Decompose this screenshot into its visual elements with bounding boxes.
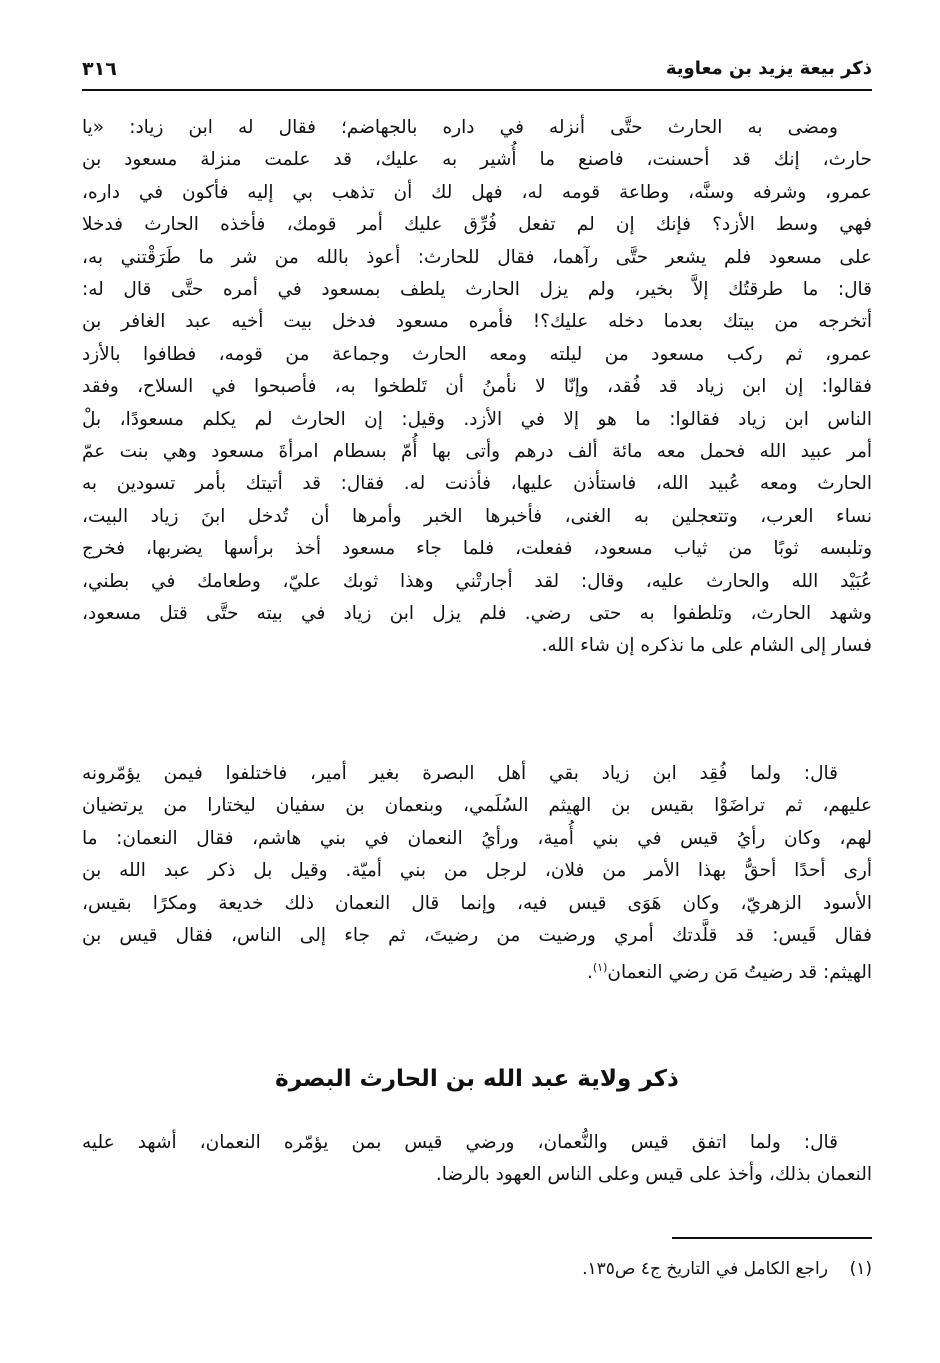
text-line (82, 308, 872, 336)
line-text: عمرو، وشرفه وسنَّه، وطاعة قومه له، فهل لك أن تذهب بي إليه فأكون في داره، (82, 181, 872, 203)
section-heading: ذكر ولاية عبد الله بن الحارث البصرة (275, 1066, 679, 1092)
line-text: فسار إلى الشام على ما نذكره إن شاء الله. (541, 635, 872, 657)
line-text: عليهم، ثم تراضَوْا بقيس بن الهيثم السُلَمي، وبنعمان بن سفيان ليختارا من يرتضيان (82, 795, 872, 817)
footnote-text: راجع الكامل في التاريخ ج٤ ص١٣٥. (582, 1259, 828, 1279)
text-line (82, 1129, 872, 1157)
line-text: الأسود الزهريّ، وكان هَوَى قيس فيه، وإنما قال النعمان ذلك خديعة ومكرًا بقيس، (82, 892, 872, 914)
text-line (82, 954, 872, 982)
text-line (82, 890, 872, 918)
running-title: ذكر بيعة يزيد بن معاوية (665, 58, 872, 79)
line-text: أتخرجه من بيتك بعدما دخله عليك؟! فأمره مسعود فدخل بيت أخيه عبد الغافر بن (82, 311, 872, 333)
line-text: نساء العرب، وتتعجلين به الغنى، فأخبرها الخبر وأمرها أن تُدخل ابنَ زياد البيت، (82, 505, 872, 527)
text-line (82, 760, 872, 788)
text-line (82, 276, 872, 304)
line-text: وشهد الحارث، وتلطفوا به حتى رضي. فلم يزل ابن زياد في بيته حتَّى قتل مسعود، (82, 603, 872, 624)
line-text: حارث، إنك قد أحسنت، فاصنع ما أُشير به عليك، قد علمت منزلة مسعود بن (82, 149, 872, 171)
page-number: ٣١٦ (82, 58, 117, 80)
footnote-marker: (١) (849, 1259, 872, 1279)
line-text: ومضى به الحارث حتَّى أنزله في داره بالجهاضم؛ فقال له ابن زياد: «يا (82, 117, 838, 138)
text-line (82, 922, 872, 950)
text-line (82, 114, 872, 142)
text-line (82, 146, 872, 174)
line-text: قال: ولما اتفق قيس والنُّعمان، ورضي قيس بمن يؤمّره النعمان، أشهد عليه (82, 1132, 838, 1153)
footnote-reference[interactable]: (١) (592, 961, 608, 975)
footnote-rule (672, 1237, 872, 1239)
line-text: لهم، وكان رأيُ قيس في بني أُمية، ورأيُ النعمان في بني هاشم، فقال النعمان: ما (82, 827, 872, 849)
text-line (82, 568, 872, 596)
text-line (82, 406, 872, 434)
text-line (82, 211, 872, 239)
text-line (82, 244, 872, 272)
text-line (82, 503, 872, 531)
text-line (82, 535, 872, 563)
line-text: الحارث ومعه عُبيد الله، فاستأذن عليها، فأذنت له. فقال: قد أتيتك بأمر تسودين به (82, 473, 872, 495)
line-text: عمرو، ثم ركب مسعود من ليلته ومعه الحارث وجماعة من قومه، فطافوا بالأزد (82, 343, 872, 365)
text-line (82, 825, 872, 853)
text-line (82, 1161, 872, 1189)
page-header (82, 58, 872, 88)
line-text: فقالوا: إن ابن زياد قد فُقد، وإنّا لا نأمنُ أن تَلطخوا به، فأصبحوا في السلاح، وفقد (82, 376, 872, 398)
line-text: أمر عبيد الله فحمل معه مائة ألف درهم وأتى بها أُمّ بسطام امرأةَ مسعود وهي بنت عمّ (82, 441, 872, 462)
line-text: الناس ابن زياد فقالوا: ما هو إلا في الأزد. وقيل: إن الحارث لم يكلم مسعودًا، بلْ (82, 408, 872, 430)
footnote (582, 1259, 872, 1279)
text-line (82, 179, 872, 207)
text-line (82, 470, 872, 498)
line-text: فقال قَيس: قد قلَّدتك أمري ورضيت من رضيتَ، ثم جاء إلى الناس، فقال قيس بن (82, 925, 872, 946)
line-text: وتلبسه ثوبًا من ثياب مسعود، ففعلت، فلما جاء مسعود أخذ برأسها يضربها، فخرج (82, 538, 872, 560)
text-line (82, 341, 872, 369)
text-line (82, 373, 872, 401)
line-text: أرى أحدًا أحقُّ بهذا الأمر من فلان، لرجل من بني أميّة. وقيل بل ذكر عبد الله بن (82, 860, 872, 882)
text-line (82, 632, 872, 660)
text-line (82, 792, 872, 820)
line-text: النعمان بذلك، وأخذ على قيس وعلى الناس العهود بالرضا. (435, 1164, 872, 1186)
line-text: على مسعود فلم يشعر حتَّى رآهما، فقال للحارث: أعوذ بالله من شر ما طَرَقْتني به، (82, 246, 872, 268)
text-line (82, 857, 872, 885)
header-rule (82, 89, 872, 91)
line-text: قال: ولما فُقِد ابن زياد بقي أهل البصرة بغير أمير، فاختلفوا فيمن يؤمّرونه (82, 763, 838, 784)
text-line (82, 438, 872, 466)
sentence-end: . (586, 962, 593, 984)
line-text: الهيثم: قد رضيتُ مَن رضي النعمان (607, 962, 872, 984)
line-text: عُبَيْد الله والحارث عليه، وقال: لقد أجارتْني وهذا ثوبك عليّ، وطعامك في بطني، (82, 570, 872, 592)
line-text: فهي وسط الأزد؟ فإنك إن لم تفعل فُرِّق عليك أمر قومك، فأخذه الحارث فدخلا (82, 214, 872, 236)
text-line (82, 600, 872, 628)
line-text: قال: ما طرقتُك إلاَّ بخير، ولم يزل الحارث يلطف بمسعود في أمره حتَّى قال له: (82, 279, 872, 300)
